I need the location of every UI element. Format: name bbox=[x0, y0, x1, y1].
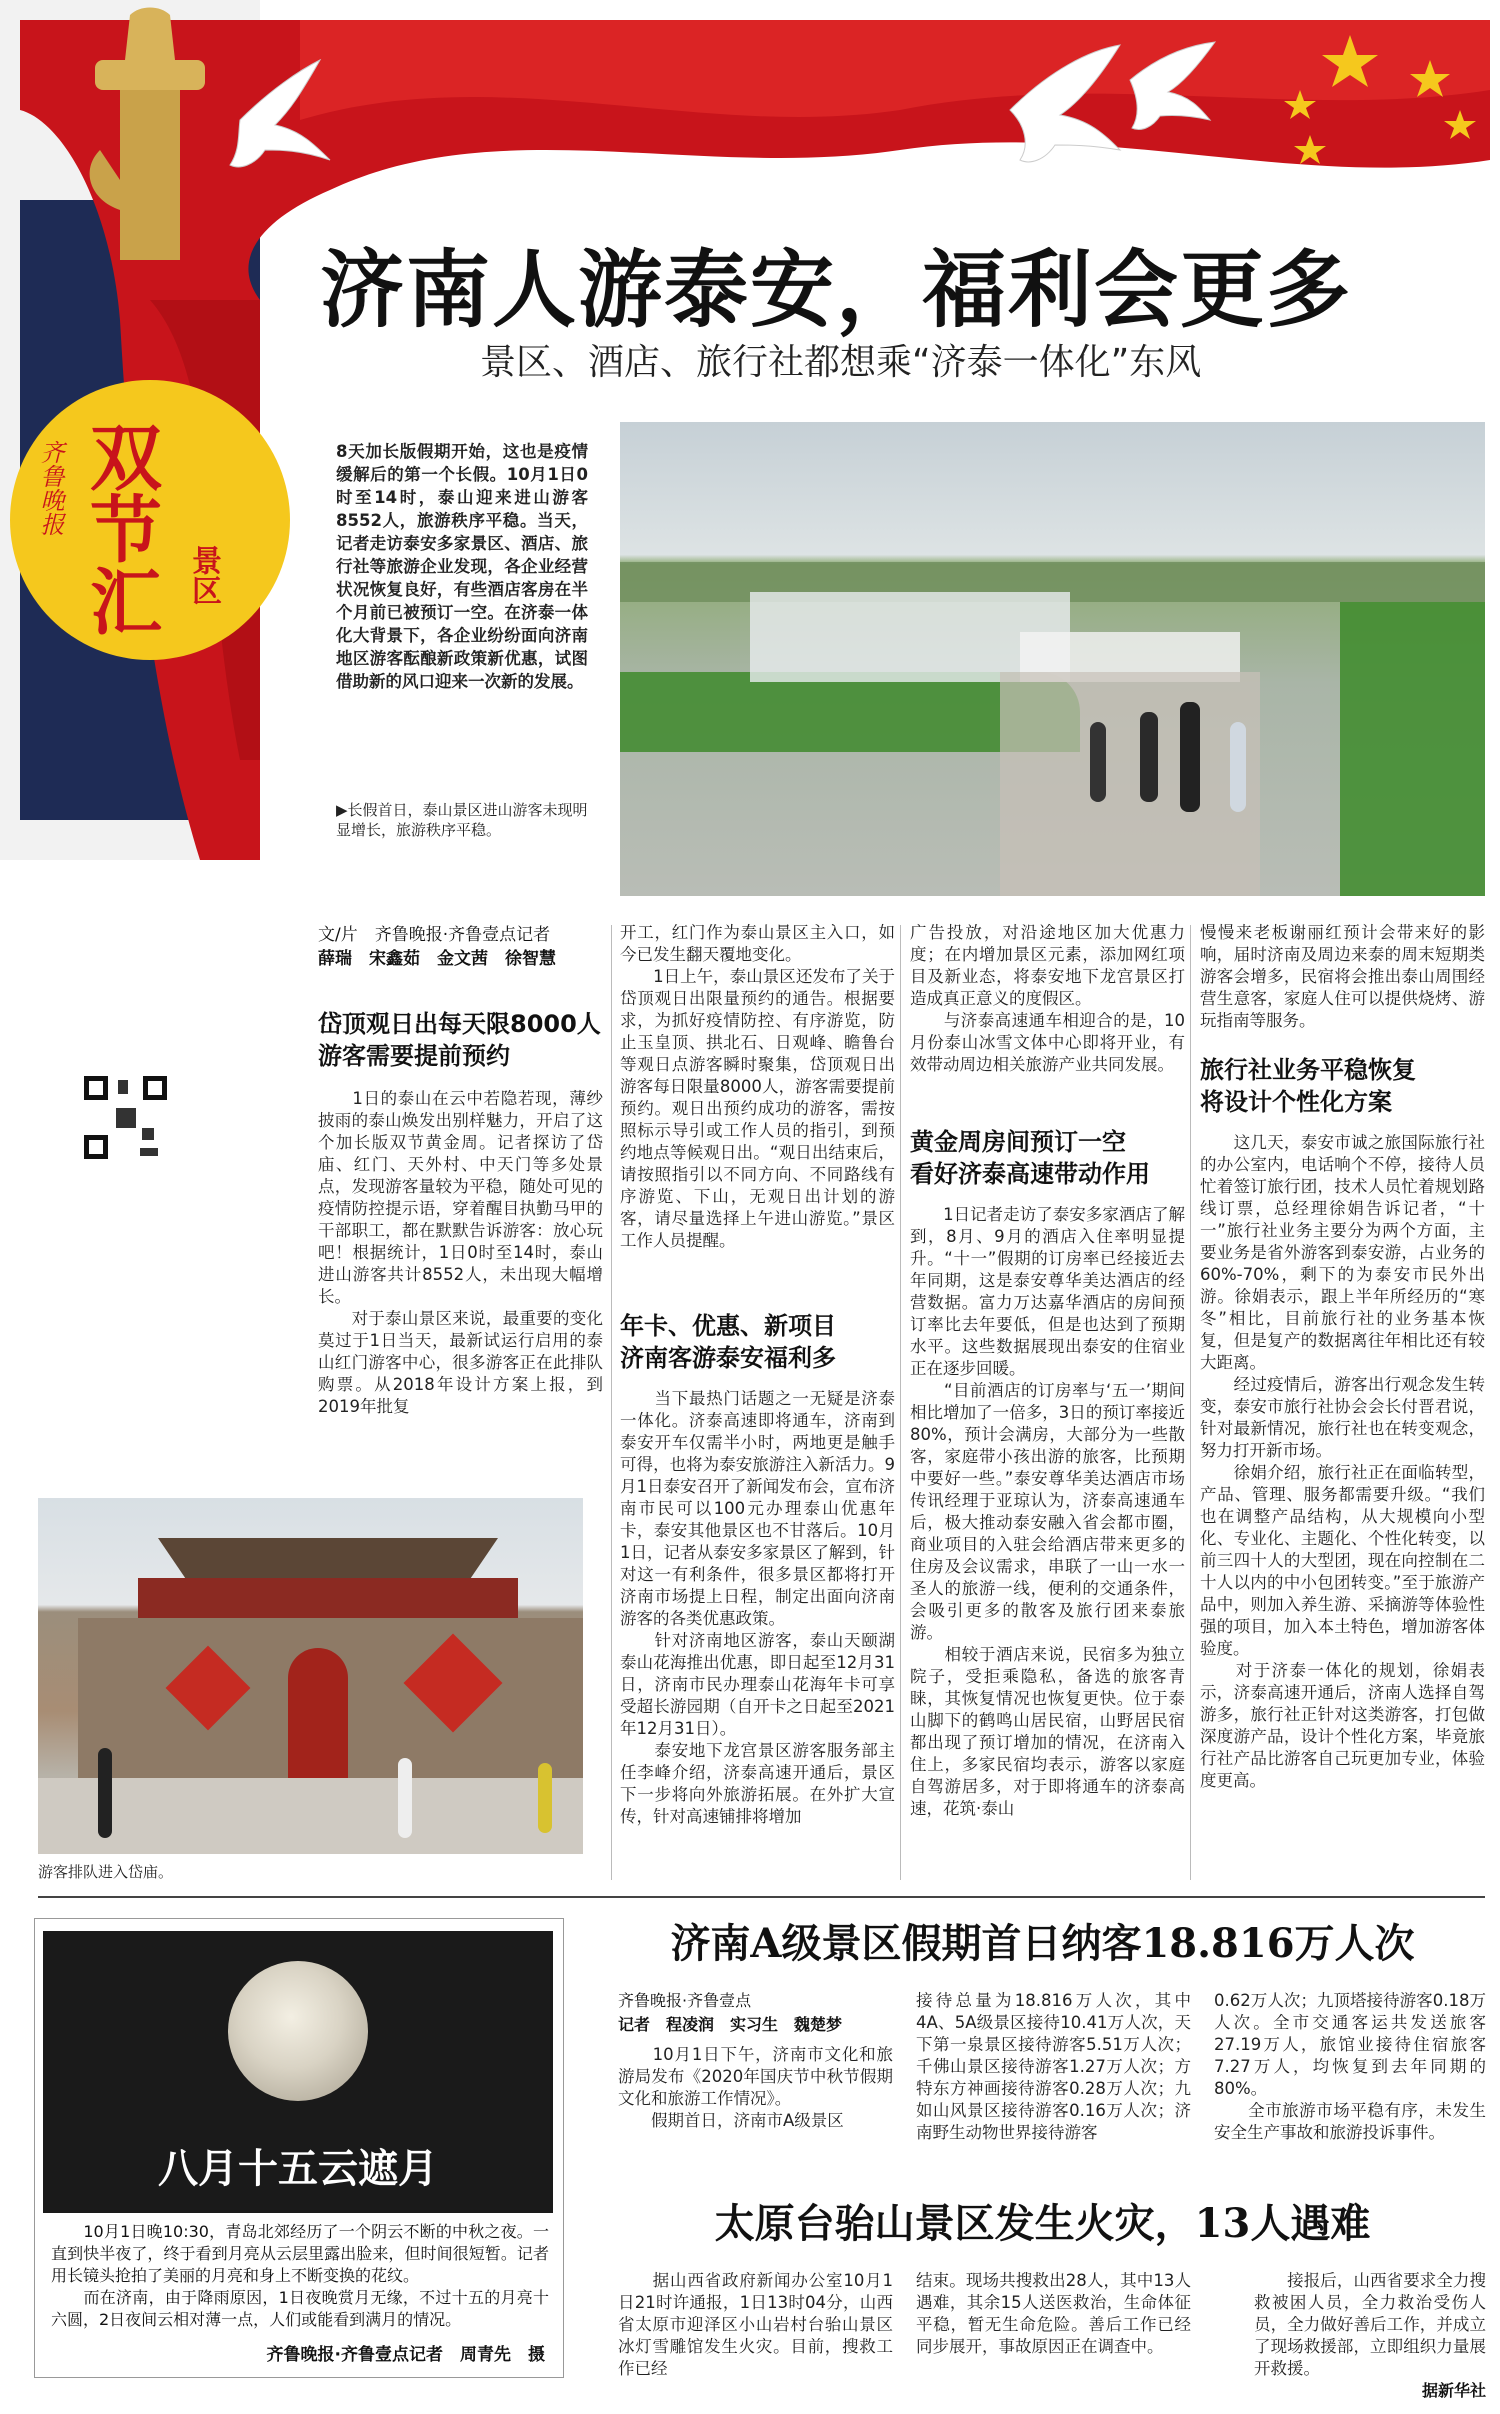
photo-caption-main: ▶长假首日，泰山景区进山游客未现明显增长，旅游秩序平稳。 bbox=[336, 801, 588, 839]
page-number: A02 bbox=[78, 1005, 161, 1049]
issue-date-block bbox=[105, 1160, 147, 1320]
subheading-annual-card: 年卡、优惠、新项目 济南客游泰安福利多 bbox=[620, 1312, 836, 1372]
column1-text: 1日的泰山在云中若隐若现，薄纱披雨的泰山焕发出别样魅力，开启了这个加长版双节黄金周。记者探访了岱庙、红门、天外村、中天门等多处景点，发现游客量较为平稳，随处可见的疫情防控提示语，穿着醒目执勤马甲的干部职工，都在默默告诉游客：放心玩吧！根据统计，1日0时至14时，泰山进山游客共计8552人，未出现大幅增长。 对于泰山景区来说，最重要的变化莫过于1日当天，最新试运行启用的泰山红门游客中心，很多游客正在此排队购票。从2018年设计方案上报，到2019年批复 bbox=[318, 1089, 603, 1416]
story2-byline-role: 齐鲁晚报·齐鲁壹点 bbox=[618, 1991, 752, 2010]
column-divider bbox=[900, 925, 901, 1880]
photo-taishan-entrance bbox=[620, 422, 1485, 896]
weekday: 星期五 bbox=[130, 1160, 145, 1199]
story2-column3-text: 0.62万人次；九顶塔接待游客0.18万人次。全市交通客运共发送旅客27.19万人，旅馆业接待住宿旅客7.27万人，均恢复到去年同期的80%。 全市旅游市场平稳有序，未发生安全生产事故和旅游投诉事件。 bbox=[1214, 1991, 1486, 2142]
byline-role: 文/片 齐鲁晚报·齐鲁壹点记者 bbox=[318, 925, 551, 945]
moon-text: 10月1日晚10:30，青岛北郊经历了一个阴云不断的中秋之夜。一直到快半夜了，终于看到月亮从云层里露出脸来，但时间很短暂。记者用长镜头抢拍了美丽的月亮和身上不断变换的花纹。 而在济南，由于降雨原因，1日夜晚赏月无缘，不过十五的月亮十六圆，2日夜间云相对薄一点，人们或能看到满月的情况。 bbox=[51, 2222, 549, 2329]
moon-credit: 齐鲁晚报·齐鲁壹点记者 周青先 摄 bbox=[266, 2345, 545, 2365]
column2-text: 开工，红门作为泰山景区主入口，如今已发生翻天覆地变化。 1日上午，泰山景区还发布了关于岱顶观日出限量预约的通告。根据要求，为抓好疫情防控、有序游览，防止玉皇顶、拱北石、日观峰、瞻鲁台等观日点游客瞬时聚集，岱顶观日出游客每日限量8000人，游客需要提前预约。观日出预约成功的游客，需按照标示导引或工作人员的指引，到预约地点等候观日出。“观日出结束后，请按照指引以不同方向、不同路线有序游览、下山，无观日出计划的游客，请尽量选择上午进山游览。”景区工作人员提醒。 bbox=[620, 923, 895, 1250]
photo-caption-dai-temple: 游客排队进入岱庙。 bbox=[38, 1863, 174, 1881]
newspaper-logo: 齐鲁晚报 bbox=[36, 440, 64, 536]
editor-text: 编辑：于海霞 bbox=[172, 1070, 188, 1154]
editor-info bbox=[170, 1070, 238, 1280]
lead-paragraph: 8天加长版假期开始，这也是疫情缓解后的第一个长假。10月1日0时至14时，泰山迎来进山游客8552人，旅游秩序平稳。当天，记者走访泰安多家景区、酒店、旅行社等旅游企业发现，各企业经营状况恢复良好，有些酒店客房在半个月前已被预订一空。在济泰一体化大背景下，各企业纷纷面向济南地区游客酝酿新政策新优惠，试图借助新的风口迎来一次新的发展。 bbox=[336, 442, 588, 691]
story3-column2-text: 结束。现场共搜救出28人，其中13人遇难，其余15人送医救治，生命体征平稳，暂无生命危险。善后工作已经同步展开，事故原因正在调查中。 bbox=[916, 2271, 1191, 2356]
story2-byline-names: 记者 程凌润 实习生 魏楚梦 bbox=[618, 2015, 843, 2034]
subheading-sunrise: 岱顶观日出每天限8000人 游客需要提前预约 bbox=[318, 1010, 601, 1070]
story3-column1-text: 据山西省政府新闻办公室10月1日21时许通报，1日13时04分，山西省太原市迎泽区小山岩村台骀山景区冰灯雪雕馆发生火灾。目前，搜救工作已经 bbox=[618, 2271, 893, 2378]
column3-text: 广告投放，对沿途地区加大优惠力度；在内增加景区元素，添加网红项目及新业态，将泰安地下龙宫景区打造成真正意义的度假区。 与济泰高速通车相迎合的是，10月份泰山冰雪文体中心即将开业，有效带动周边相关旅游产业共同发展。 bbox=[910, 923, 1185, 1074]
column4b-text: 这几天，泰安市诚之旅国际旅行社的办公室内，电话响个不停，接待人员忙着签订旅行团，技术人员忙着规划路线订票，总经理徐娟告诉记者，“十一”旅行社业务主要分为两个方面，主要业务是省外游客到泰安游，占业务的60%-70%，剩下的为泰安市民外出游。徐娟表示，跟上半年所经历的“寒冬”相比，目前旅行社的业务基本恢复，但是复产的数据离往年相比还有较大距离。 经过疫情后，游客出行观念发生转变，泰安市旅行社协会会长付晋君说，针对最新情况，旅行社也在转变观念，努力打开新市场。 徐娟介绍，旅行社正在面临转型，产品、管理、服务都需要升级。“我们也在调整产品结构，从大规模向小型化、专业化、主题化、个性化转变，以前三四十人的大型团，现在向控制在二十人以内的中小包团转变。”至于旅游产品中，则加入养生游、采摘游等体验性强的项目，加入本土特色，增加游客体验度。 对于济泰一体化的规划，徐娟表示，济泰高速开通后，济南人选择自驾游多，旅行社正针对这类游客，打包做深度游产品，设计个性化方案，毕竟旅行社产品比游客自己玩更加专业，体验度更高。 bbox=[1200, 1133, 1485, 1790]
column2b-text: 当下最热门话题之一无疑是济泰一体化。济泰高速即将通车，济南到泰安开车仅需半小时，两地更是触手可得，也将为泰安旅游注入新活力。9月1日泰安召开了新闻发布会，宣布济南市民可以100元办理泰山优惠年卡，泰安其他景区也不甘落后。10月1日，记者从泰安多家景区了解到，针对这一有利条件，很多景区都将打开济南市场提上日程，制定出面向济南游客的各类优惠政策。 针对济南地区游客，泰山天颐湖泰山花海推出优惠，即日起至12月31日，济南市民办理泰山花海年卡可享受超长游园期（自开卡之日起至2021年12月31日）。 泰安地下龙宫景区游客服务部主任李峰介绍，济泰高速开通后，景区下一步将向外旅游拓展。在外扩大宣传，针对高速铺排将增加 bbox=[620, 1389, 895, 1826]
story3-column3-text: 接报后，山西省要求全力搜救被困人员，全力救治受伤人员，全力做好善后工作，并成立了现场救援部，立即组织力量展开救援。 bbox=[1254, 2271, 1486, 2378]
story3-headline: 太原台骀山景区发生火灾，13人遇难 bbox=[714, 2200, 1371, 2247]
issue-date: 2020年10月2日 bbox=[107, 1160, 122, 1257]
section-tag: 景区 bbox=[186, 545, 221, 605]
story2-column2-text: 接待总量为18.816万人次，其中4A、5A级景区接待10.41万人次，天下第一泉景区接待游客5.51万人次；千佛山景区接待游客1.27万人次；方特东方神画接待游客0.28万人次；九如山风景区接待游客0.16万人次；济南野生动物世界接待游客 bbox=[916, 1991, 1191, 2142]
column3b-text: 1日记者走访了泰安多家酒店了解到，8月、9月的酒店入住率明显提升。“十一”假期的订房率已经接近去年同期，这是泰安尊华美达酒店的经营数据。富力万达嘉华酒店的房间预订率比去年要低，但是也达到了预期水平。这些数据展现出泰安的住宿业正在逐步回暖。 “目前酒店的订房率与‘五一’期间相比增加了一倍多，3日的预订率接近80%，预计会满房，大部分为一些散客，家庭带小孩出游的旅客，比预期中要好一些。”泰安尊华美达酒店市场传讯经理于亚琼认为，济泰高速通车后，极大推动泰安融入省会都市圈，商业项目的入驻会给酒店带来更多的住房及会议需求，串联了一山一水一圣人的旅游一线，便利的交通条件，会吸引更多的散客及旅行团来泰旅游。 相较于酒店来说，民宿多为独立院子，受拒乘隐私，备选的旅客青睐，其恢复情况也恢复更快。位于泰山脚下的鹤鸣山居民宿，山野居民宿都出现了预订增加的情况，在济南入住上，多家民宿均表示，游客以家庭自驾游居多，对于即将通车的济泰高速，花筑·泰山 bbox=[910, 1205, 1185, 1818]
section-title: 双节汇 bbox=[78, 420, 163, 636]
editor-group: 组版：侯波 bbox=[220, 1070, 236, 1140]
editor-art: 美编：颜莉 bbox=[196, 1070, 212, 1140]
moon-story-box bbox=[34, 1918, 564, 2378]
subheading-travel-agency: 旅行社业务平稳恢复 将设计个性化方案 bbox=[1200, 1056, 1416, 1116]
moon-title: 八月十五云遮月 bbox=[158, 2145, 438, 2192]
section-divider bbox=[38, 1896, 1485, 1898]
column4-text: 慢慢来老板谢丽红预计会带来好的影响，届时济南及周边来泰的周末短期类游客会增多，民宿将会推出泰山周围经营生意客，家庭人住可以提供烧烤、游玩指南等服务。 bbox=[1200, 923, 1485, 1030]
main-subheadline: 景区、酒店、旅行社都想乘“济泰一体化”东风 bbox=[480, 342, 1202, 383]
column-divider bbox=[611, 925, 612, 1880]
subheading-hotel: 黄金周房间预订一空 看好济泰高速带动作用 bbox=[910, 1128, 1150, 1188]
byline-names: 薛瑞 宋鑫茹 金文茜 徐智慧 bbox=[318, 949, 556, 969]
column-divider bbox=[1190, 925, 1191, 1880]
story3-credit: 据新华社 bbox=[1421, 2381, 1486, 2400]
qr-code bbox=[78, 1070, 173, 1165]
story2-headline: 济南A级景区假期首日纳客18.816万人次 bbox=[670, 1920, 1415, 1967]
story2-column1-text: 10月1日下午，济南市文化和旅游局发布《2020年国庆节中秋节假期文化和旅游工作情况》。 假期首日，济南市A级景区 bbox=[618, 2045, 893, 2130]
moon-photo bbox=[43, 1931, 553, 2213]
main-headline: 济南人游泰安，福利会更多 bbox=[320, 240, 1353, 339]
photo-dai-temple bbox=[38, 1498, 583, 1854]
moon-disc bbox=[228, 1961, 368, 2101]
